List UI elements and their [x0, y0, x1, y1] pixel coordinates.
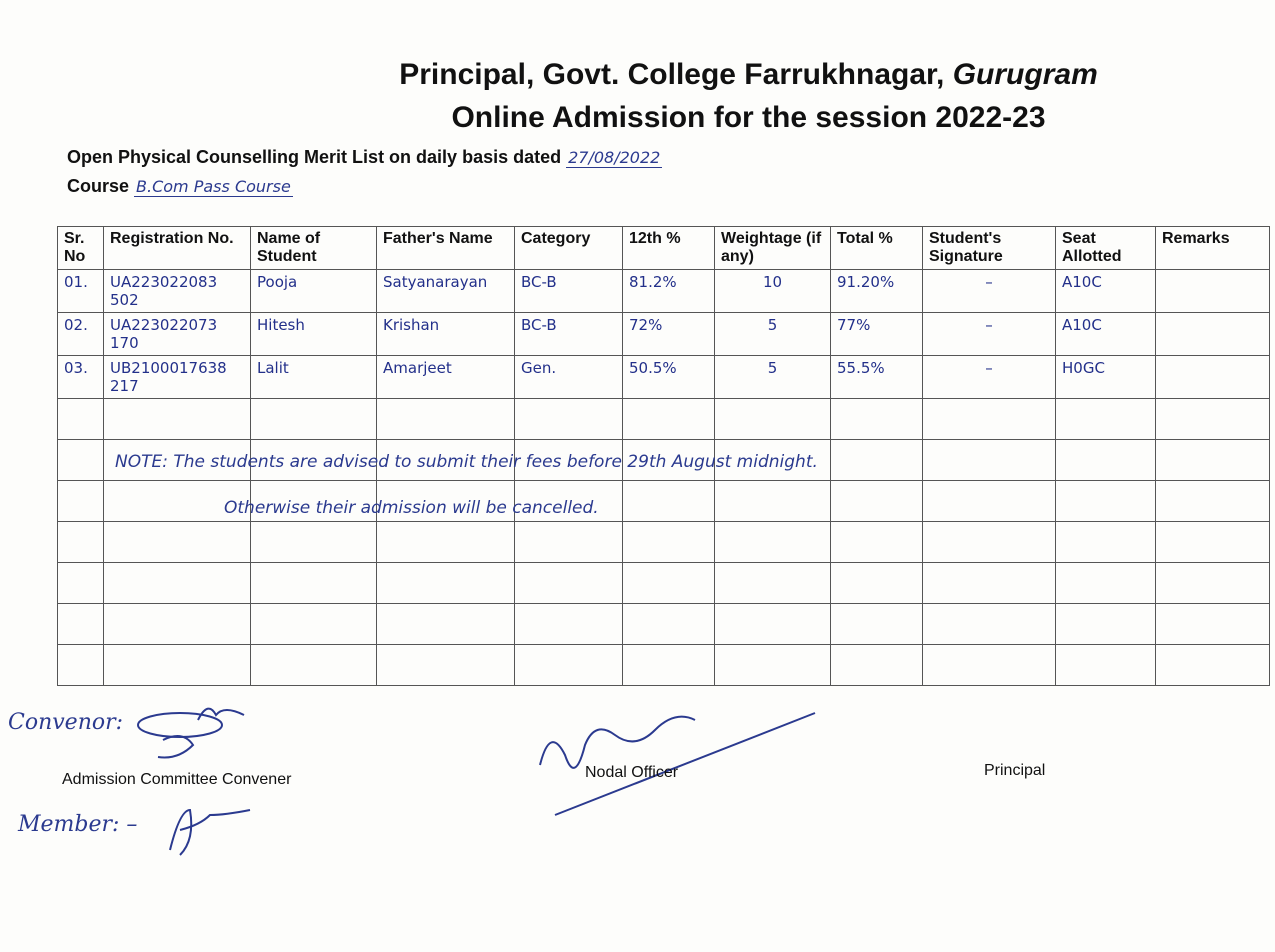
table-row [58, 270, 1270, 313]
table-cell: 91.20% [831, 270, 923, 313]
empty-cell [104, 604, 251, 645]
empty-cell [923, 604, 1056, 645]
column-header: Student's Signature [923, 227, 1056, 270]
empty-cell [923, 481, 1056, 522]
table-cell: 72% [623, 313, 715, 356]
empty-cell [715, 481, 831, 522]
empty-cell [831, 440, 923, 481]
column-header: Remarks [1156, 227, 1270, 270]
table-cell: 03. [58, 356, 104, 399]
column-header: Sr. No [58, 227, 104, 270]
empty-cell [515, 522, 623, 563]
title-city: Gurugram [952, 58, 1098, 91]
empty-row [58, 645, 1270, 686]
empty-cell [923, 399, 1056, 440]
empty-cell [515, 645, 623, 686]
note-line-2: Otherwise their admission will be cancelled. [224, 498, 599, 518]
member-signature-scribble [160, 800, 260, 860]
table-cell [1156, 270, 1270, 313]
column-header: Weightage (if any) [715, 227, 831, 270]
merit-line [67, 147, 662, 168]
empty-cell [1056, 522, 1156, 563]
empty-cell [377, 399, 515, 440]
empty-cell [377, 645, 515, 686]
convener-signature-scribble [128, 700, 258, 770]
empty-cell [623, 399, 715, 440]
column-header: Father's Name [377, 227, 515, 270]
table-cell [1156, 313, 1270, 356]
empty-cell [58, 645, 104, 686]
empty-row [58, 604, 1270, 645]
table-cell: Hitesh [251, 313, 377, 356]
table-cell: Pooja [251, 270, 377, 313]
table-cell: Satyanarayan [377, 270, 515, 313]
title-main: Principal, Govt. College Farrukhnagar, [399, 58, 953, 91]
table-cell: 55.5% [831, 356, 923, 399]
course-line [67, 176, 293, 197]
empty-cell [1056, 563, 1156, 604]
empty-cell [377, 604, 515, 645]
table-cell: A10C [1056, 270, 1156, 313]
empty-cell [715, 522, 831, 563]
empty-row [58, 522, 1270, 563]
empty-cell [831, 481, 923, 522]
empty-cell [715, 563, 831, 604]
empty-cell [1056, 604, 1156, 645]
empty-cell [251, 399, 377, 440]
table-cell: 81.2% [623, 270, 715, 313]
empty-cell [831, 645, 923, 686]
empty-cell [1056, 399, 1156, 440]
principal-label: Principal [984, 762, 1046, 779]
empty-cell [251, 645, 377, 686]
course-label: Course [67, 176, 130, 196]
empty-cell [104, 522, 251, 563]
table-cell: – [923, 270, 1056, 313]
empty-cell [1056, 481, 1156, 522]
table-cell: UA223022083 502 [104, 270, 251, 313]
empty-cell [1156, 563, 1270, 604]
empty-row [58, 563, 1270, 604]
empty-cell [377, 563, 515, 604]
empty-cell [1056, 645, 1156, 686]
empty-cell [251, 522, 377, 563]
session-title: Online Admission for the session 2022-23 [451, 101, 1046, 134]
empty-cell [377, 522, 515, 563]
empty-cell [1156, 522, 1270, 563]
empty-cell [515, 604, 623, 645]
empty-cell [1056, 440, 1156, 481]
empty-cell [623, 604, 715, 645]
table-header-row [58, 227, 1270, 270]
table-cell: – [923, 356, 1056, 399]
table-cell: 02. [58, 313, 104, 356]
table-cell: 01. [58, 270, 104, 313]
member-signature: Member: – [18, 812, 138, 837]
table-cell: 77% [831, 313, 923, 356]
empty-cell [515, 399, 623, 440]
table-cell: 5 [715, 356, 831, 399]
empty-cell [58, 399, 104, 440]
nodal-signature-scribble [530, 705, 830, 825]
column-header: Total % [831, 227, 923, 270]
table-cell: Gen. [515, 356, 623, 399]
table-row [58, 356, 1270, 399]
table-cell: Amarjeet [377, 356, 515, 399]
convener-label: Admission Committee Convener [62, 771, 292, 788]
merit-date: 27/08/2022 [568, 148, 661, 167]
page-title [0, 58, 1275, 92]
empty-cell [623, 645, 715, 686]
empty-cell [715, 645, 831, 686]
table-cell: UB2100017638 217 [104, 356, 251, 399]
empty-cell [715, 604, 831, 645]
table-cell: UA223022073 170 [104, 313, 251, 356]
column-header: 12th % [623, 227, 715, 270]
empty-cell [923, 522, 1056, 563]
empty-cell [715, 399, 831, 440]
table-cell: 10 [715, 270, 831, 313]
empty-cell [831, 522, 923, 563]
empty-cell [58, 563, 104, 604]
table-cell: 5 [715, 313, 831, 356]
empty-cell [251, 604, 377, 645]
table-cell: 50.5% [623, 356, 715, 399]
empty-cell [923, 645, 1056, 686]
empty-cell [831, 563, 923, 604]
table-cell: – [923, 313, 1056, 356]
table-cell: BC-B [515, 313, 623, 356]
table-cell: Krishan [377, 313, 515, 356]
convener-signature: Convenor: [8, 710, 124, 735]
empty-cell [1156, 604, 1270, 645]
column-header: Category [515, 227, 623, 270]
merit-label: Open Physical Counselling Merit List on daily basis dated [67, 147, 562, 167]
table-cell: H0GC [1056, 356, 1156, 399]
table-cell: Lalit [251, 356, 377, 399]
empty-cell [515, 563, 623, 604]
empty-cell [104, 563, 251, 604]
table-row [58, 313, 1270, 356]
empty-cell [623, 563, 715, 604]
empty-cell [58, 481, 104, 522]
empty-cell [923, 563, 1056, 604]
empty-cell [1156, 440, 1270, 481]
empty-cell [623, 522, 715, 563]
empty-cell [1156, 481, 1270, 522]
empty-cell [58, 604, 104, 645]
empty-cell [923, 440, 1056, 481]
column-header: Seat Allotted [1056, 227, 1156, 270]
empty-cell [623, 481, 715, 522]
empty-cell [1156, 399, 1270, 440]
table-cell: BC-B [515, 270, 623, 313]
course-value: B.Com Pass Course [136, 177, 291, 196]
empty-cell [104, 645, 251, 686]
empty-cell [831, 399, 923, 440]
empty-cell [58, 522, 104, 563]
empty-cell [104, 399, 251, 440]
table-cell [1156, 356, 1270, 399]
empty-cell [831, 604, 923, 645]
empty-cell [58, 440, 104, 481]
nodal-officer-label: Nodal Officer [585, 764, 679, 781]
note-line-1: NOTE: The students are advised to submit their fees before 29th August midnight. [115, 452, 818, 472]
column-header: Name of Student [251, 227, 377, 270]
table-cell: A10C [1056, 313, 1156, 356]
column-header: Registration No. [104, 227, 251, 270]
empty-cell [251, 563, 377, 604]
empty-row [58, 399, 1270, 440]
empty-cell [1156, 645, 1270, 686]
